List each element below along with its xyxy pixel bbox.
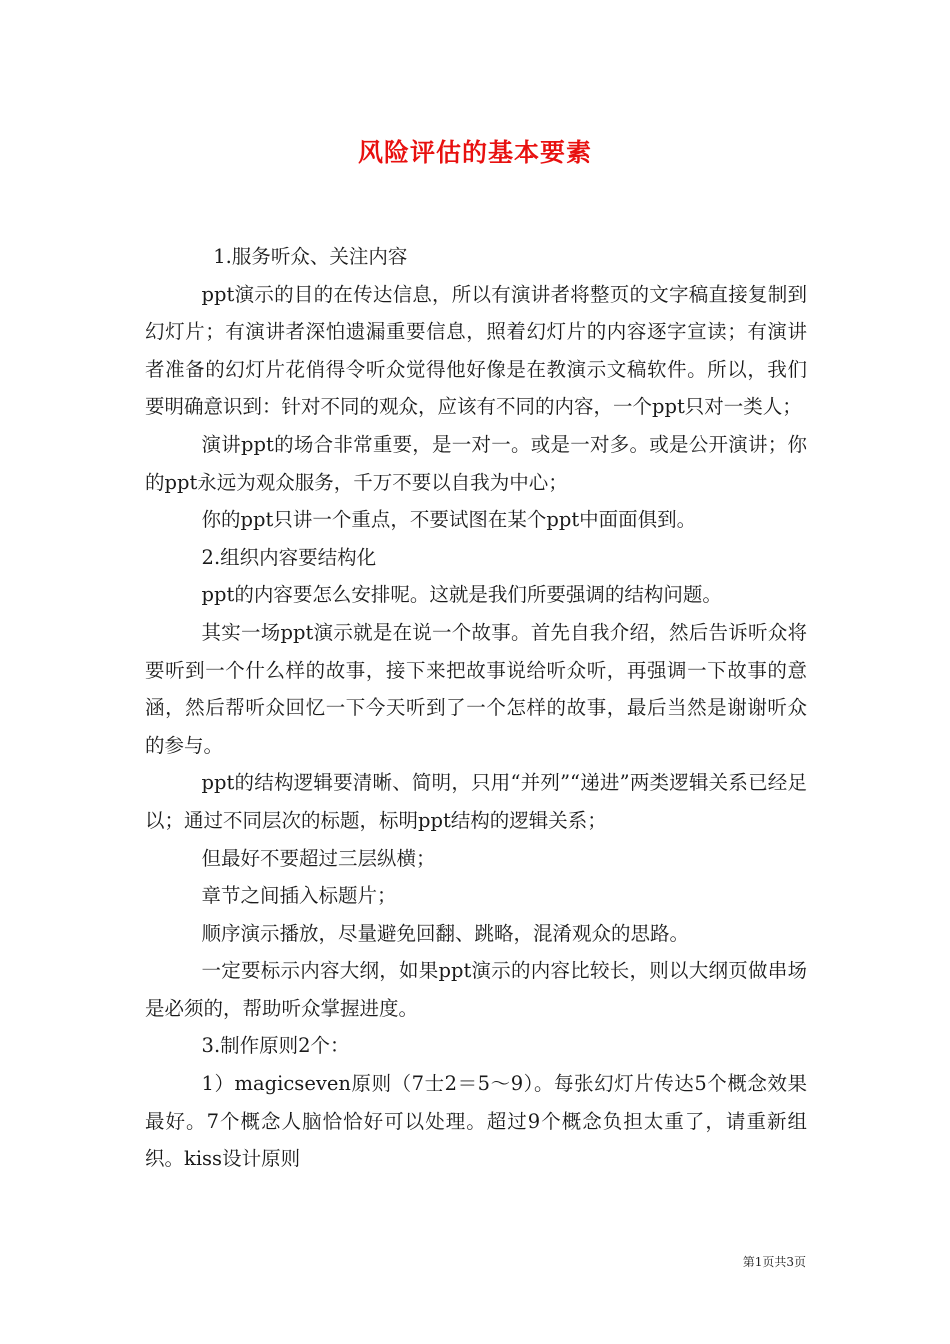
paragraph: 其实一场ppt演示就是在说一个故事。首先自我介绍，然后告诉听众将要听到一个什么样的故事，接下来把故事说给听众听，再强调一下故事的意涵，然后帮听众回忆一下今天听到了一个怎样的故事，最后当然是谢谢听众的参与。: [145, 620, 807, 757]
paragraph: ppt的结构逻辑要清晰、简明，只用“并列”“递进”两类逻辑关系已经足以；通过不同层次的标题，标明ppt结构的逻辑关系；: [145, 771, 807, 832]
section-heading-3: 3.制作原则2个：: [201, 1034, 350, 1058]
document-body: [145, 238, 807, 1178]
paragraph: 但最好不要超过三层纵横；: [201, 846, 436, 870]
section-heading-1: 1.服务听众、关注内容: [213, 245, 408, 268]
paragraph: 顺序演示播放，尽量避免回翻、跳略，混淆观众的思路。: [201, 921, 690, 945]
paragraph: 演讲ppt的场合非常重要，是一对一。或是一对多。或是公开演讲；你的ppt永远为观众服务，千万不要以自我为中心；: [145, 432, 807, 494]
page-number: 第1页共3页: [742, 1255, 806, 1269]
paragraph: 你的ppt只讲一个重点，不要试图在某个ppt中面面俱到。: [201, 508, 697, 532]
paragraph: 1）magicseven原则（7士2＝5～9）。每张幻灯片传达5个概念效果最好。7个概念人脑恰恰好可以处理。超过9个概念负担太重了，请重新组织。kiss设计原则: [145, 1072, 807, 1171]
paragraph: ppt的内容要怎么安排呢。这就是我们所要强调的结构问题。: [201, 583, 722, 607]
paragraph: 章节之间插入标题片；: [201, 884, 397, 908]
section-heading-2: 2.组织内容要结构化: [201, 545, 377, 569]
paragraph: 一定要标示内容大纲，如果ppt演示的内容比较长，则以大纲页做串场是必须的，帮助听众掌握进度。: [145, 959, 807, 1020]
paragraph: ppt演示的目的在传达信息，所以有演讲者将整页的文字稿直接复制到幻灯片；有演讲者深怕遗漏重要信息，照着幻灯片的内容逐字宣读；有演讲者准备的幻灯片花俏得令听众觉得他好像是在教演示文稿软件。所以，我们要明确意识到：针对不同的观众，应该有不同的内容，一个ppt只对一类人；: [145, 282, 807, 419]
document-title: 风险评估的基本要素: [357, 138, 592, 167]
